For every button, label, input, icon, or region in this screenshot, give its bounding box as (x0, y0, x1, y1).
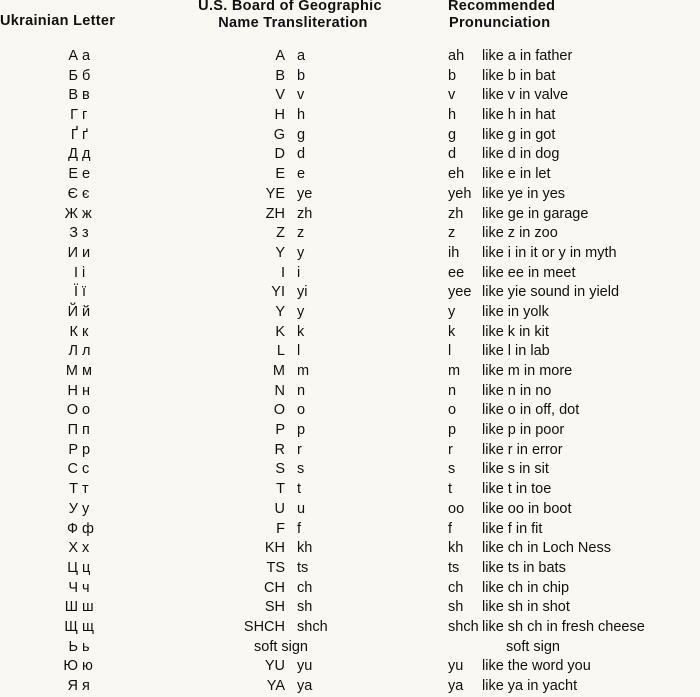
transliteration-lowercase: ya (297, 678, 313, 694)
transliteration-uppercase: TS (266, 559, 285, 576)
table-row (0, 401, 700, 421)
column-header-pronunciation-line1: Recommended (448, 0, 556, 14)
table-row (0, 86, 700, 106)
transliteration-uppercase: SHCH (243, 618, 285, 635)
transliteration-uppercase: D (274, 146, 285, 163)
cyrillic-uppercase: Ї (73, 284, 78, 301)
cyrillic-uppercase: Ґ (70, 126, 78, 143)
transliteration-lowercase: k (297, 323, 305, 340)
transliteration-uppercase: A (275, 48, 285, 64)
cyrillic-lowercase: ю (82, 658, 93, 675)
pronunciation-phonetic: ih (448, 244, 460, 261)
pronunciation-phonetic: zh (448, 205, 464, 222)
pronunciation-description: like a in father (482, 48, 573, 64)
pronunciation-phonetic: l (448, 343, 452, 360)
table-row (0, 264, 700, 284)
pronunciation-phonetic: v (448, 87, 456, 104)
cyrillic-lowercase: у (82, 500, 90, 517)
cyrillic-lowercase: є (82, 185, 90, 202)
transliteration-lowercase: y (297, 244, 305, 261)
pronunciation-description: like v in valve (482, 87, 569, 104)
cyrillic-lowercase: щ (82, 618, 94, 635)
pronunciation-description: like e in let (482, 166, 551, 183)
table-row (0, 283, 700, 303)
cyrillic-lowercase: о (82, 402, 91, 419)
pronunciation-description: like n in no (482, 382, 552, 399)
cyrillic-uppercase: Й (67, 303, 78, 320)
table-row (0, 185, 700, 205)
table-row (0, 106, 700, 126)
table-row (0, 539, 700, 559)
transliteration-uppercase: B (275, 67, 285, 84)
pronunciation-phonetic: yeh (448, 185, 472, 202)
transliteration-uppercase: SH (264, 599, 285, 616)
transliteration-lowercase: sh (297, 599, 313, 616)
column-header-pronunciation-line2: Pronunciation (449, 15, 551, 31)
transliteration-lowercase: g (297, 126, 306, 143)
cyrillic-lowercase: й (82, 303, 91, 320)
cyrillic-uppercase: У (68, 500, 78, 517)
cyrillic-lowercase: ш (82, 599, 94, 616)
cyrillic-lowercase: я (82, 678, 90, 694)
pronunciation-phonetic: yu (448, 658, 464, 675)
cyrillic-uppercase: Ь (68, 638, 78, 655)
transliteration-uppercase: N (274, 382, 285, 399)
transliteration-lowercase: d (297, 146, 306, 163)
column-header-transliteration (170, 0, 410, 32)
table-header (0, 0, 700, 40)
cyrillic-uppercase: Ш (64, 599, 78, 616)
cyrillic-uppercase: Ч (68, 579, 78, 596)
transliteration-lowercase: m (297, 363, 310, 379)
transliteration-lowercase: yi (297, 284, 308, 301)
pronunciation-phonetic: kh (448, 540, 464, 557)
transliteration-uppercase: O (273, 402, 285, 419)
transliteration-uppercase: L (276, 343, 285, 360)
cyrillic-lowercase: з (82, 225, 89, 242)
cyrillic-uppercase: М (65, 363, 78, 379)
pronunciation-phonetic: ee (448, 264, 465, 281)
transliteration-uppercase: I (280, 264, 285, 281)
cyrillic-lowercase: х (82, 540, 90, 557)
cyrillic-lowercase: в (82, 87, 90, 104)
transliteration-uppercase: E (275, 166, 285, 183)
transliteration-span: soft sign (254, 638, 308, 655)
cyrillic-uppercase: Р (68, 441, 78, 458)
transliteration-lowercase: n (297, 382, 306, 399)
transliteration-lowercase: p (297, 422, 306, 439)
pronunciation-description: like ya in yacht (482, 678, 578, 694)
pronunciation-description: like m in more (482, 363, 573, 379)
column-header-pronunciation (448, 0, 638, 32)
table-row (0, 342, 700, 362)
pronunciation-description: like l in lab (482, 343, 550, 360)
cyrillic-uppercase: Я (67, 678, 78, 694)
pronunciation-phonetic: b (448, 67, 457, 84)
table-row (0, 421, 700, 441)
pronunciation-phonetic: t (448, 481, 453, 498)
cyrillic-uppercase: О (66, 402, 78, 419)
pronunciation-phonetic: k (448, 323, 456, 340)
table-row (0, 657, 700, 677)
table-row (0, 165, 700, 185)
pronunciation-description: like g in got (482, 126, 556, 143)
pronunciation-description: like ts in bats (482, 559, 566, 576)
cyrillic-uppercase: Н (67, 382, 78, 399)
table-row (0, 618, 700, 638)
transliteration-lowercase: u (297, 500, 306, 517)
pronunciation-description: like h in hat (482, 107, 556, 124)
table-row (0, 520, 700, 540)
pronunciation-phonetic: r (448, 441, 453, 458)
pronunciation-phonetic: p (448, 422, 457, 439)
transliteration-uppercase: CH (264, 579, 285, 596)
transliteration-lowercase: y (297, 303, 305, 320)
pronunciation-phonetic: s (448, 461, 456, 478)
cyrillic-uppercase: К (69, 323, 78, 340)
column-header-transliteration-line2: Name Transliteration (218, 15, 368, 31)
transliteration-uppercase: G (273, 126, 285, 143)
cyrillic-lowercase: ч (82, 579, 90, 596)
cyrillic-lowercase: г (82, 107, 88, 124)
cyrillic-uppercase: Х (68, 540, 78, 557)
transliteration-uppercase: Y (275, 244, 285, 261)
cyrillic-uppercase: З (69, 225, 78, 242)
table-row (0, 126, 700, 146)
pronunciation-description: like ye in yes (482, 185, 566, 202)
cyrillic-uppercase: Ц (67, 559, 78, 576)
transliteration-lowercase: ye (297, 185, 313, 202)
cyrillic-uppercase: Ж (64, 205, 78, 222)
pronunciation-description: like in yolk (482, 303, 549, 320)
pronunciation-description: like ch in chip (482, 579, 570, 596)
cyrillic-uppercase: Г (70, 107, 78, 124)
pronunciation-span: soft sign (506, 638, 560, 655)
transliteration-lowercase: b (297, 67, 306, 84)
transliteration-uppercase: YE (265, 185, 285, 202)
cyrillic-uppercase: Ю (63, 658, 78, 675)
pronunciation-description: like z in zoo (482, 225, 558, 242)
transliteration-uppercase: F (276, 520, 285, 537)
table-row (0, 47, 700, 67)
transliteration-lowercase: a (297, 48, 306, 64)
transliteration-uppercase: S (275, 461, 285, 478)
cyrillic-lowercase: п (82, 422, 90, 439)
cyrillic-lowercase: л (82, 343, 91, 360)
pronunciation-phonetic: d (448, 146, 457, 163)
cyrillic-lowercase: і (82, 264, 86, 281)
transliteration-lowercase: yu (297, 658, 313, 675)
transliteration-lowercase: f (297, 520, 302, 537)
table-row (0, 579, 700, 599)
pronunciation-description: like yie sound in yield (482, 284, 620, 301)
cyrillic-uppercase: П (67, 422, 78, 439)
table-row (0, 145, 700, 165)
pronunciation-phonetic: ch (448, 579, 464, 596)
transliteration-uppercase: P (275, 422, 285, 439)
pronunciation-phonetic: f (448, 520, 453, 537)
transliteration-lowercase: i (297, 264, 301, 281)
pronunciation-phonetic: n (448, 382, 457, 399)
pronunciation-phonetic: eh (448, 166, 465, 183)
pronunciation-phonetic: oo (448, 500, 465, 517)
cyrillic-uppercase: Т (69, 481, 78, 498)
transliteration-lowercase: shch (297, 618, 328, 635)
cyrillic-lowercase: к (82, 323, 89, 340)
cyrillic-lowercase: н (82, 382, 91, 399)
table-row (0, 323, 700, 343)
transliteration-uppercase: K (275, 323, 285, 340)
cyrillic-lowercase: с (82, 461, 90, 478)
table-row (0, 441, 700, 461)
pronunciation-phonetic: m (448, 363, 461, 379)
table-row (0, 638, 700, 658)
cyrillic-uppercase: И (67, 244, 78, 261)
transliteration-uppercase: Z (276, 225, 285, 242)
column-header-transliteration-line1: U.S. Board of Geographic (198, 0, 382, 14)
cyrillic-lowercase: ж (82, 205, 92, 222)
pronunciation-phonetic: ya (448, 678, 464, 694)
pronunciation-phonetic: sh (448, 599, 464, 616)
cyrillic-lowercase: а (82, 48, 91, 64)
transliteration-uppercase: Y (275, 303, 285, 320)
cyrillic-uppercase: Е (68, 166, 78, 183)
transliteration-lowercase: kh (297, 540, 313, 557)
cyrillic-uppercase: Л (68, 343, 78, 360)
cyrillic-lowercase: р (82, 441, 91, 458)
pronunciation-description: like r in error (482, 441, 563, 458)
pronunciation-phonetic: h (448, 107, 457, 124)
transliteration-lowercase: e (297, 166, 306, 183)
cyrillic-uppercase: Д (68, 146, 78, 163)
pronunciation-description: like oo in boot (482, 500, 572, 517)
pronunciation-phonetic: ts (448, 559, 460, 576)
table-row (0, 244, 700, 264)
transliteration-lowercase: v (297, 87, 305, 104)
transliteration-lowercase: ts (297, 559, 309, 576)
cyrillic-lowercase: т (82, 481, 89, 498)
cyrillic-uppercase: Ф (66, 520, 78, 537)
transliteration-uppercase: M (272, 363, 285, 379)
pronunciation-description: like d in dog (482, 146, 560, 163)
pronunciation-description: like i in it or y in myth (482, 244, 617, 261)
pronunciation-phonetic: yee (448, 284, 472, 301)
cyrillic-lowercase: и (82, 244, 91, 261)
cyrillic-uppercase: С (67, 461, 78, 478)
column-header-ukrainian-letter-text: Ukrainian Letter (0, 13, 116, 29)
cyrillic-lowercase: ь (82, 638, 90, 655)
cyrillic-lowercase: е (82, 166, 91, 183)
cyrillic-uppercase: Щ (64, 618, 78, 635)
pronunciation-description: like sh in shot (482, 599, 570, 616)
transliteration-lowercase: t (297, 481, 302, 498)
pronunciation-description: like b in bat (482, 67, 556, 84)
table-row (0, 382, 700, 402)
cyrillic-uppercase: Є (67, 185, 78, 202)
pronunciation-phonetic: shch (448, 618, 479, 635)
cyrillic-uppercase: Б (68, 67, 78, 84)
cyrillic-uppercase: І (73, 264, 78, 281)
pronunciation-description: like k in kit (482, 323, 549, 340)
transliteration-lowercase: ch (297, 579, 313, 596)
transliteration-uppercase: R (274, 441, 285, 458)
table-row (0, 598, 700, 618)
transliteration-lowercase: h (297, 107, 306, 124)
table-row (0, 362, 700, 382)
transliteration-lowercase: r (297, 441, 302, 458)
pronunciation-description: like s in sit (482, 461, 549, 478)
transliteration-lowercase: zh (297, 205, 313, 222)
table-row (0, 303, 700, 323)
pronunciation-phonetic: y (448, 303, 456, 320)
pronunciation-description: like ge in garage (482, 205, 589, 222)
transliteration-lowercase: l (297, 343, 301, 360)
pronunciation-description: like ee in meet (482, 264, 576, 281)
transliteration-uppercase: KH (264, 540, 285, 557)
table-row (0, 224, 700, 244)
pronunciation-description: like the word you (482, 658, 591, 675)
transliteration-uppercase: V (275, 87, 285, 104)
transliteration-uppercase: H (274, 107, 285, 124)
transliteration-uppercase: ZH (265, 205, 285, 222)
cyrillic-uppercase: В (68, 87, 78, 104)
pronunciation-description: like t in toe (482, 481, 552, 498)
pronunciation-phonetic: ah (448, 48, 465, 64)
transliteration-uppercase: YU (264, 658, 285, 675)
table-row (0, 460, 700, 480)
cyrillic-lowercase: ф (82, 520, 94, 537)
pronunciation-description: like sh ch in fresh cheese (482, 618, 645, 635)
cyrillic-lowercase: б (82, 67, 91, 84)
pronunciation-phonetic: z (448, 225, 456, 242)
pronunciation-description: like p in poor (482, 422, 565, 439)
transliteration-uppercase: U (274, 500, 285, 517)
table-row (0, 677, 700, 697)
cyrillic-lowercase: д (82, 146, 91, 163)
pronunciation-description: like ch in Loch Ness (482, 540, 611, 557)
alphabet-table-body (0, 47, 700, 697)
cyrillic-lowercase: ц (82, 559, 91, 576)
table-row (0, 480, 700, 500)
transliteration-uppercase: T (276, 481, 285, 498)
transliteration-uppercase: YA (266, 678, 285, 694)
cyrillic-lowercase: ї (82, 284, 87, 301)
pronunciation-description: like o in off, dot (482, 402, 580, 419)
pronunciation-phonetic: o (448, 402, 457, 419)
cyrillic-lowercase: ґ (82, 126, 88, 143)
table-row (0, 67, 700, 87)
pronunciation-phonetic: g (448, 126, 457, 143)
pronunciation-description: like f in fit (482, 520, 543, 537)
table-row (0, 559, 700, 579)
cyrillic-uppercase: А (68, 48, 78, 64)
cyrillic-lowercase: м (82, 363, 92, 379)
transliteration-lowercase: o (297, 402, 306, 419)
column-header-ukrainian-letter (0, 13, 115, 30)
transliteration-uppercase: YI (271, 284, 285, 301)
transliteration-lowercase: s (297, 461, 305, 478)
table-row (0, 205, 700, 225)
table-row (0, 500, 700, 520)
transliteration-lowercase: z (297, 225, 305, 242)
